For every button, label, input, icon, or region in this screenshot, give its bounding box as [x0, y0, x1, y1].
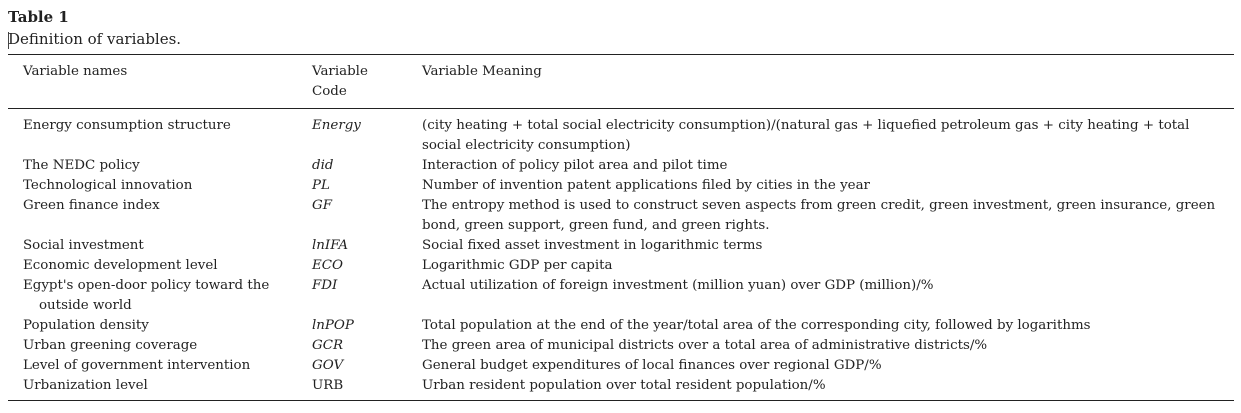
variable-name: The NEDC policy [23, 158, 140, 173]
table-row [8, 196, 1234, 236]
variable-meaning: Urban resident population over total resident population/% [422, 378, 826, 393]
variable-code: Energy [312, 118, 361, 133]
variable-code: PL [312, 178, 330, 193]
variable-meaning: Actual utilization of foreign investment (million yuan) over GDP (million)/% [422, 278, 934, 293]
variable-name: Green finance index [23, 198, 160, 213]
header-variable-names: Variable names [23, 64, 128, 79]
table-row [8, 176, 1234, 196]
variable-name: Economic development level [23, 258, 218, 273]
table-row [8, 276, 1234, 316]
variable-meaning: General budget expenditures of local finances over regional GDP/% [422, 358, 882, 373]
variable-name: Social investment [23, 238, 144, 253]
variable-meaning: The entropy method is used to construct seven aspects from green credit, green investment, green insurance, green bond, green support, green fund, and green rights. [422, 198, 1216, 233]
table-header-row [8, 55, 1234, 109]
variable-name: Energy consumption structure [23, 118, 231, 133]
variable-meaning: Logarithmic GDP per capita [422, 258, 613, 273]
variable-name: Urbanization level [23, 378, 148, 393]
variable-code: GCR [312, 338, 344, 353]
header-variable-meaning: Variable Meaning [422, 64, 542, 79]
table-row [8, 316, 1234, 336]
table-row [8, 109, 1234, 157]
variables-table [8, 54, 1234, 401]
variable-name: Urban greening coverage [23, 338, 198, 353]
variable-name: Population density [23, 318, 149, 333]
table-label: Table 1 [8, 8, 69, 26]
table-row [8, 356, 1234, 376]
variable-code: URB [312, 378, 344, 393]
header-variable-code [312, 55, 422, 109]
table-row [8, 256, 1234, 276]
variable-code: lnIFA [312, 238, 348, 253]
table-row [8, 236, 1234, 256]
variable-name: Egypt's open-door policy toward the outside world [23, 278, 270, 313]
variable-name: Technological innovation [23, 178, 193, 193]
variable-meaning: Social fixed asset investment in logarithmic terms [422, 238, 763, 253]
variable-meaning: Number of invention patent applications filed by cities in the year [422, 178, 870, 193]
variable-code: did [312, 158, 334, 173]
variable-name: Level of government intervention [23, 358, 251, 373]
variable-meaning: Total population at the end of the year/total area of the corresponding city, followed by logarithms [422, 318, 1091, 333]
variable-code: lnPOP [312, 318, 354, 333]
header-code-line2: Code [312, 84, 347, 99]
table-caption[interactable]: Definition of variables. [8, 30, 182, 48]
variable-code: FDI [312, 278, 338, 293]
variable-meaning: (city heating + total social electricity consumption)/(natural gas + liquefied petroleum gas + city heating + total social electricity consumption) [422, 118, 1190, 153]
variable-meaning: Interaction of policy pilot area and pilot time [422, 158, 728, 173]
table-row [8, 376, 1234, 401]
variable-code: ECO [312, 258, 343, 273]
variable-code: GOV [312, 358, 344, 373]
header-code-line1: Variable [312, 64, 368, 79]
table-row [8, 336, 1234, 356]
variable-meaning: The green area of municipal districts over a total area of administrative districts/% [422, 338, 988, 353]
variable-code: GF [312, 198, 332, 213]
table-row [8, 156, 1234, 176]
